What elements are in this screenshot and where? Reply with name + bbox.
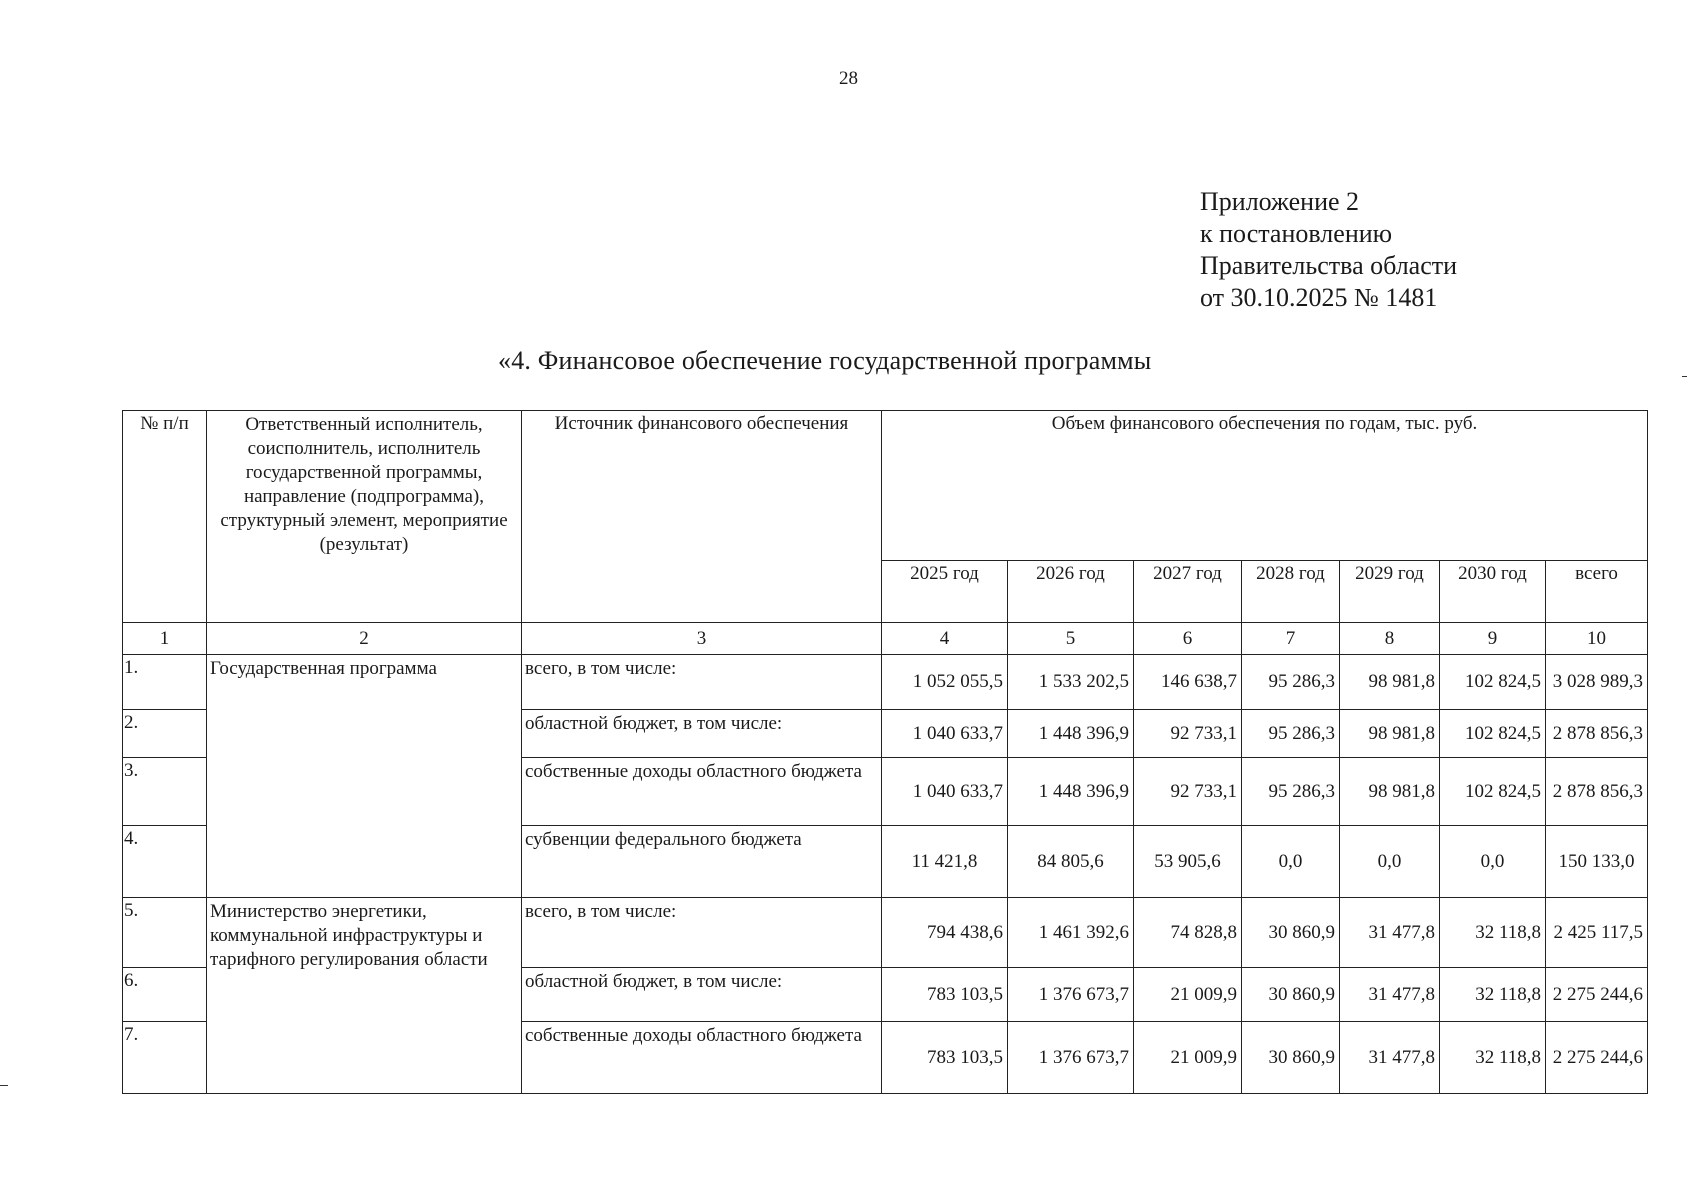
source-cell: субвенции федерального бюджета — [522, 826, 882, 898]
column-number: 9 — [1440, 623, 1546, 655]
value-cell: 3 028 989,3 — [1546, 655, 1648, 710]
value-cell: 1 376 673,7 — [1008, 968, 1134, 1022]
appendix-line-1: Приложение 2 — [1200, 187, 1360, 216]
value-cell: 794 438,6 — [882, 898, 1008, 968]
header-row-1 — [123, 411, 1648, 561]
row-number: 4. — [123, 826, 207, 898]
column-number: 7 — [1242, 623, 1340, 655]
value-cell: 0,0 — [1440, 826, 1546, 898]
finance-table-wrapper — [122, 410, 1647, 1094]
value-cell: 102 824,5 — [1440, 655, 1546, 710]
column-number: 2 — [207, 623, 522, 655]
appendix-line-2: к постановлению — [1200, 219, 1393, 248]
source-cell: собственные доходы областного бюджета — [522, 1022, 882, 1094]
source-cell: всего, в том числе: — [522, 898, 882, 968]
scan-edge-mark — [0, 1085, 8, 1086]
source-cell: всего, в том числе: — [522, 655, 882, 710]
header-total: всего — [1546, 561, 1648, 623]
header-responsible-text: Ответственный исполнитель, соисполнитель, исполнитель государственной программы, направление (подпрограмма), структурный элемент, мероприятие (результат) — [220, 414, 508, 555]
value-cell: 783 103,5 — [882, 1022, 1008, 1094]
value-cell: 1 461 392,6 — [1008, 898, 1134, 968]
value-cell: 95 286,3 — [1242, 655, 1340, 710]
value-cell: 1 448 396,9 — [1008, 710, 1134, 758]
value-cell: 30 860,9 — [1242, 898, 1340, 968]
value-cell: 1 040 633,7 — [882, 758, 1008, 826]
column-number: 1 — [123, 623, 207, 655]
header-year-2028: 2028 год — [1242, 561, 1340, 623]
value-cell: 21 009,9 — [1134, 1022, 1242, 1094]
scan-edge-mark — [1682, 376, 1687, 377]
header-source — [522, 411, 882, 623]
value-cell: 53 905,6 — [1134, 826, 1242, 898]
value-cell: 2 425 117,5 — [1546, 898, 1648, 968]
value-cell: 1 052 055,5 — [882, 655, 1008, 710]
value-cell: 1 040 633,7 — [882, 710, 1008, 758]
row-number: 1. — [123, 655, 207, 710]
column-number: 6 — [1134, 623, 1242, 655]
value-cell: 31 477,8 — [1340, 1022, 1440, 1094]
value-cell: 150 133,0 — [1546, 826, 1648, 898]
value-cell: 1 376 673,7 — [1008, 1022, 1134, 1094]
value-cell: 92 733,1 — [1134, 758, 1242, 826]
value-cell: 0,0 — [1242, 826, 1340, 898]
header-num-text: № п/п — [140, 413, 189, 434]
value-cell: 102 824,5 — [1440, 710, 1546, 758]
value-cell: 30 860,9 — [1242, 968, 1340, 1022]
responsible-cell: Государственная программа — [207, 655, 522, 898]
value-cell: 783 103,5 — [882, 968, 1008, 1022]
value-cell: 11 421,8 — [882, 826, 1008, 898]
header-volume — [882, 411, 1648, 561]
page-number: 28 — [839, 68, 858, 89]
column-number: 4 — [882, 623, 1008, 655]
value-cell: 2 275 244,6 — [1546, 968, 1648, 1022]
appendix-line-4: от 30.10.2025 № 1481 — [1200, 283, 1438, 312]
row-number: 5. — [123, 898, 207, 968]
table-row — [123, 655, 1648, 710]
value-cell: 102 824,5 — [1440, 758, 1546, 826]
value-cell: 2 878 856,3 — [1546, 710, 1648, 758]
header-year-2026: 2026 год — [1008, 561, 1134, 623]
value-cell: 1 448 396,9 — [1008, 758, 1134, 826]
header-year-2025: 2025 год — [882, 561, 1008, 623]
column-number: 8 — [1340, 623, 1440, 655]
table-row — [123, 898, 1648, 968]
source-cell: областной бюджет, в том числе: — [522, 968, 882, 1022]
responsible-cell: Министерство энергетики, коммунальной инфраструктуры и тарифного регулирования области — [207, 898, 522, 1094]
row-number: 2. — [123, 710, 207, 758]
appendix-block — [1200, 186, 1457, 314]
header-year-2030: 2030 год — [1440, 561, 1546, 623]
value-cell: 98 981,8 — [1340, 655, 1440, 710]
value-cell: 1 533 202,5 — [1008, 655, 1134, 710]
value-cell: 21 009,9 — [1134, 968, 1242, 1022]
value-cell: 98 981,8 — [1340, 710, 1440, 758]
header-num — [123, 411, 207, 623]
value-cell: 31 477,8 — [1340, 968, 1440, 1022]
value-cell: 0,0 — [1340, 826, 1440, 898]
value-cell: 74 828,8 — [1134, 898, 1242, 968]
header-volume-text: Объем финансового обеспечения по годам, тыс. руб. — [1051, 413, 1478, 434]
value-cell: 98 981,8 — [1340, 758, 1440, 826]
header-year-2027: 2027 год — [1134, 561, 1242, 623]
value-cell: 146 638,7 — [1134, 655, 1242, 710]
value-cell: 2 878 856,3 — [1546, 758, 1648, 826]
header-source-text: Источник финансового обеспечения — [554, 413, 849, 434]
section-title: «4. Финансовое обеспечение государственной программы — [498, 346, 1152, 375]
header-year-2029: 2029 год — [1340, 561, 1440, 623]
source-cell: собственные доходы областного бюджета — [522, 758, 882, 826]
value-cell: 95 286,3 — [1242, 710, 1340, 758]
value-cell: 32 118,8 — [1440, 1022, 1546, 1094]
row-number: 3. — [123, 758, 207, 826]
value-cell: 95 286,3 — [1242, 758, 1340, 826]
finance-table — [122, 410, 1648, 1094]
column-number: 10 — [1546, 623, 1648, 655]
value-cell: 32 118,8 — [1440, 968, 1546, 1022]
value-cell: 84 805,6 — [1008, 826, 1134, 898]
value-cell: 92 733,1 — [1134, 710, 1242, 758]
value-cell: 30 860,9 — [1242, 1022, 1340, 1094]
source-cell: областной бюджет, в том числе: — [522, 710, 882, 758]
header-responsible — [207, 411, 522, 623]
value-cell: 31 477,8 — [1340, 898, 1440, 968]
column-number-row — [123, 623, 1648, 655]
row-number: 7. — [123, 1022, 207, 1094]
appendix-line-3: Правительства области — [1200, 251, 1458, 280]
value-cell: 2 275 244,6 — [1546, 1022, 1648, 1094]
value-cell: 32 118,8 — [1440, 898, 1546, 968]
column-number: 5 — [1008, 623, 1134, 655]
row-number: 6. — [123, 968, 207, 1022]
column-number: 3 — [522, 623, 882, 655]
